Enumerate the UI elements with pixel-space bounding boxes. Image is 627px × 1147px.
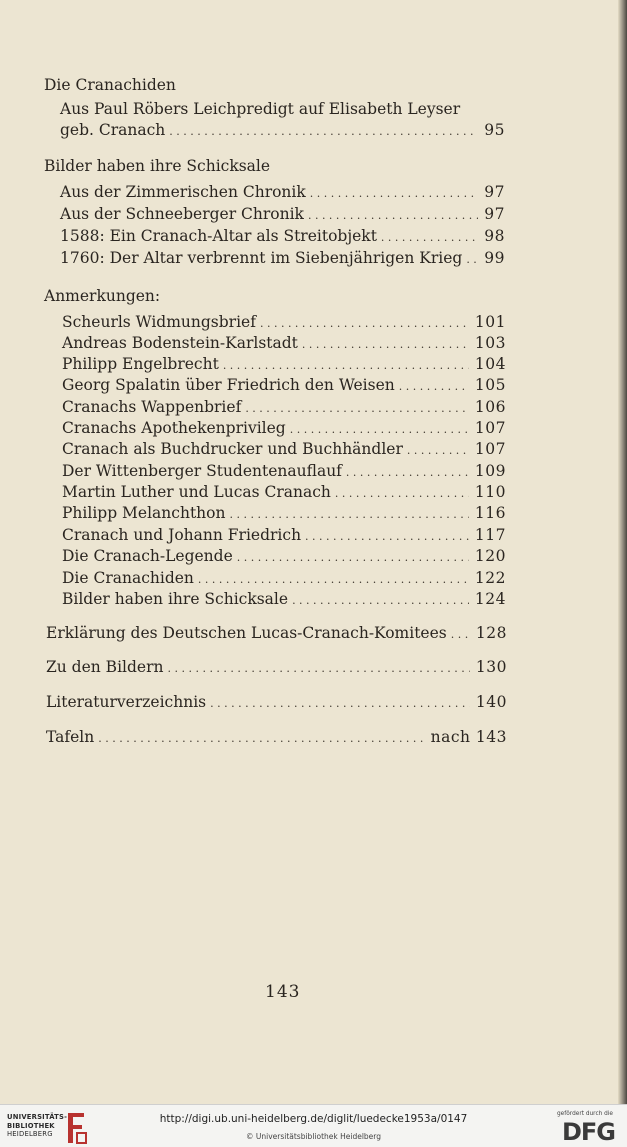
toc-entry-label: Scheurls Widmungsbrief [62,313,256,331]
toc-entry-page: 107 [474,440,506,458]
toc-entry-page: 107 [474,419,506,437]
toc-entry-page: 104 [474,355,506,373]
toc-entry [60,226,505,249]
toc-entry [62,354,506,377]
toc-entry [62,568,506,591]
toc-entry-page: 124 [474,590,506,608]
toc-entry-label: Die Cranachiden [62,569,194,587]
toc-entry [62,418,506,441]
toc-entry [62,333,506,356]
leader-dots [407,441,469,461]
leader-dots [399,377,469,397]
section-heading-cranachiden: Die Cranachiden [44,76,176,94]
funding-note: gefördert durch die [556,1111,613,1117]
dfg-logo[interactable]: DFG [561,1118,615,1146]
toc-entry-label: Cranach und Johann Friedrich [62,526,302,544]
toc-entry-page: 130 [475,658,507,676]
viewer-footer [0,1104,627,1147]
toc-entry-label: Der Wittenberger Studentenauflauf [62,462,342,480]
toc-entry-page: 97 [484,183,505,201]
toc-entry-label: Cranachs Wappenbrief [62,398,242,416]
leader-dots [308,206,478,226]
toc-entry-label: Die Cranach-Legende [62,547,233,565]
toc-entry-label: 1760: Der Altar verbrennt im Siebenjährigen Krieg [60,249,463,267]
toc-entry-page: 105 [474,376,506,394]
toc-entry-label: Aus der Schneeberger Chronik [60,205,304,223]
toc-entry-label: Cranachs Apothekenprivileg [62,419,286,437]
leader-dots [346,463,469,483]
toc-entry-label: 1588: Ein Cranach-Altar als Streitobjekt [60,227,377,245]
leader-dots [381,228,478,248]
toc-entry-label: Martin Luther und Lucas Cranach [62,483,331,501]
toc-entry [60,182,505,205]
toc-entry-label: Zu den Bildern [46,658,164,676]
toc-entry [60,120,505,143]
leader-dots [466,250,478,270]
toc-entry-page: 122 [474,569,506,587]
toc-entry [46,692,507,715]
toc-entry-label: Literaturverzeichnis [46,693,207,711]
toc-entry-label: Philipp Melanchthon [62,504,226,522]
leader-dots [245,399,469,419]
toc-entry [62,439,506,462]
toc-entry-label: Erklärung des Deutschen Lucas-Cranach-Komitees [46,624,447,642]
toc-entry-label: Andreas Bodenstein-Karlstadt [62,334,298,352]
toc-entry [62,589,506,612]
toc-entry-page: 140 [475,693,507,711]
leader-dots [237,548,469,568]
leader-dots [229,505,468,525]
toc-entry-line: Aus Paul Röbers Leichpredigt auf Elisabeth Leyser [60,100,461,118]
toc-entry-page: 120 [474,547,506,565]
toc-entry-page: 99 [484,249,505,267]
library-line: BIBLIOTHEK [7,1121,55,1130]
toc-entry [62,525,506,548]
copyright-notice: © Universitätsbibliothek Heidelberg [245,1132,381,1141]
toc-entry-label: geb. Cranach [60,121,166,139]
toc-entry [62,546,506,569]
toc-entry [62,461,506,484]
leader-dots [335,484,469,504]
leader-dots [223,356,469,376]
toc-entry [62,397,506,420]
toc-entry-label: Cranach als Buchdrucker und Buchhändler [62,440,403,458]
toc-entry [60,248,505,271]
library-line: HEIDELBERG [7,1130,53,1138]
leader-dots [292,591,469,611]
toc-entry-page: 98 [484,227,505,245]
toc-entry-page: nach 143 [430,728,507,746]
leader-dots [198,570,469,590]
section-heading-anmerkungen: Anmerkungen: [44,287,161,305]
leader-dots [167,659,469,679]
library-line: UNIVERSITÄTS- [7,1113,68,1121]
toc-entry-page: 109 [474,462,506,480]
leader-dots [302,335,469,355]
leader-dots [169,122,478,142]
toc-entry [46,727,507,750]
toc-entry [46,657,507,680]
leader-dots [310,184,478,204]
toc-entry-label: Philipp Engelbrecht [62,355,219,373]
leader-dots [98,729,424,749]
toc-entry-label: Bilder haben ihre Schicksale [62,590,289,608]
toc-entry-label: Aus der Zimmerischen Chronik [60,183,306,201]
leader-dots [260,314,469,334]
toc-entry-page: 101 [474,313,506,331]
toc-entry-page: 117 [474,526,506,544]
toc-entry-page: 128 [475,624,507,642]
section-heading-schicksale: Bilder haben ihre Schicksale [44,157,271,175]
toc-entry-page: 110 [474,483,506,501]
toc-entry [46,623,507,646]
toc-entry [62,312,506,335]
leader-dots [210,694,470,714]
toc-entry-label: Tafeln [46,728,95,746]
toc-entry [62,375,506,398]
toc-entry [62,482,506,505]
leader-dots [451,625,470,645]
toc-entry-page: 106 [474,398,506,416]
toc-entry [60,204,505,227]
toc-entry [62,503,506,526]
toc-entry-page: 97 [484,205,505,223]
toc-entry-page: 95 [484,121,505,139]
toc-entry-label: Georg Spalatin über Friedrich den Weisen [62,376,395,394]
toc-entry-page: 103 [474,334,506,352]
toc-entry-page: 116 [474,504,506,522]
permalink-url[interactable]: http://digi.ub.uni-heidelberg.de/diglit/luedecke1953a/0147 [159,1113,468,1125]
leader-dots [290,420,469,440]
page-number: 143 [265,982,301,1002]
leader-dots [305,527,469,547]
